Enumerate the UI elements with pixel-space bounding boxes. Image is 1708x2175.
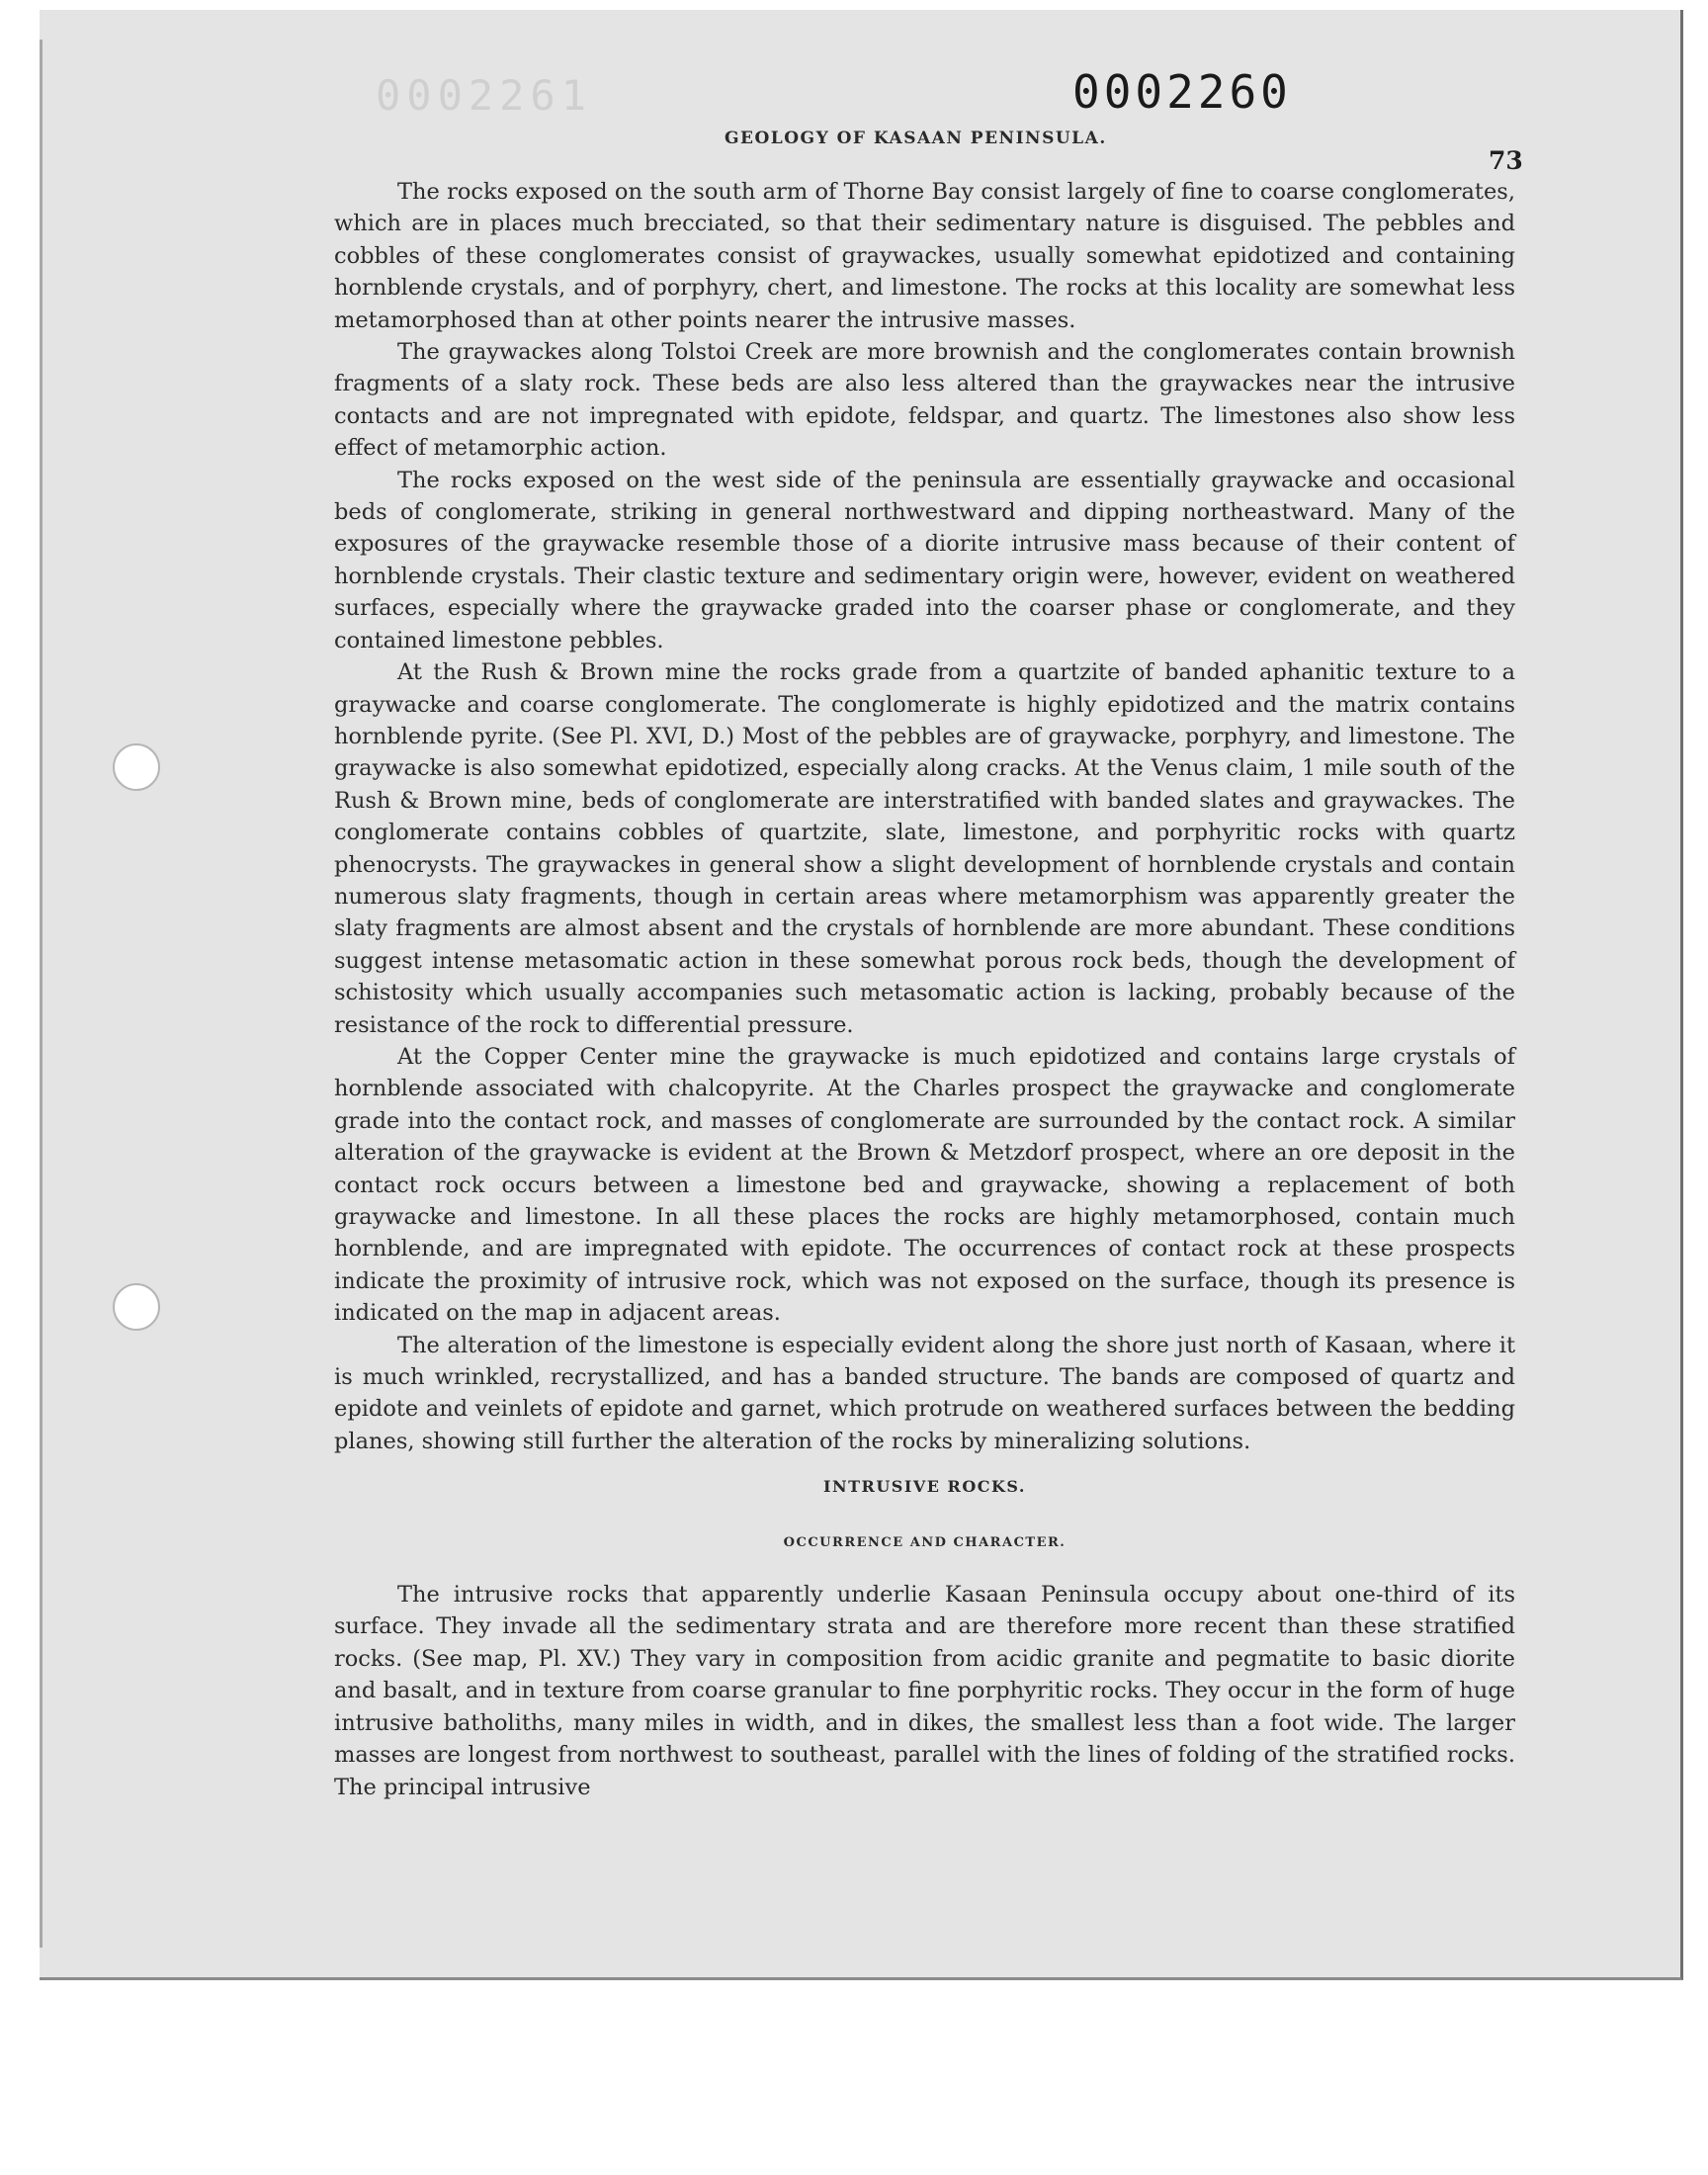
paragraph: The alteration of the limestone is especially evident along the shore just north of Kasaan, where it is much wrinkled, recrystallized, and has a banded structure. The bands are composed of quartz and epidote and veinlets of epidote and garnet, which protrude on weathered surfaces between the bedding planes, showing still further the alteration of the rocks by mineralizing solutions. bbox=[334, 1332, 1515, 1454]
paragraph: The graywackes along Tolstoi Creek are more brownish and the conglomerates contain brownish fragments of a slaty rock. These beds are also less altered than the graywackes near the intrusive contacts and are not impregnated with epidote, feldspar, and quartz. The limestones also show less effect of metamorphic action. bbox=[334, 339, 1515, 462]
subsection-heading: OCCURRENCE AND CHARACTER. bbox=[783, 1534, 1067, 1550]
paragraph: The intrusive rocks that apparently underlie Kasaan Peninsula occupy about one-third of its surface. They invade all the sedimentary strata and are therefore more recent than these stratified rocks. (See map, Pl. XV.) They vary in composition from acidic granite and pegmatite to basic diorite and basalt, and in texture from coarse granular to fine porphyritic rocks. They occur in the form of huge intrusive batholiths, many miles in width, and in dikes, the smallest less than a foot wide. The larger masses are longest from northwest to southeast, parallel with the lines of folding of the stratified rocks. The principal intrusive bbox=[334, 1582, 1515, 1800]
paragraph: The rocks exposed on the west side of the peninsula are essentially graywacke and occasional beds of conglomerate, striking in general northwestward and dipping northeastward. Many of the exposures of the graywacke resemble those of a diorite intrusive mass because of their content of hornblende crystals. Their clastic texture and sedimentary origin were, however, evident on weathered surfaces, especially where the graywacke graded into the coarser phase or conglomerate, and they contained limestone pebbles. bbox=[334, 467, 1515, 653]
paragraph: At the Copper Center mine the graywacke is much epidotized and contains large crystals of hornblende associated with chalcopyrite. At the Charles prospect the graywacke and conglomerate grade into the contact rock, and masses of conglomerate are surrounded by the contact rock. A similar alteration of the graywacke is evident at the Brown & Metzdorf prospect, where an ore deposit in the contact rock occurs between a limestone bed and graywacke, showing a replacement of both graywacke and limestone. In all these places the rocks are highly metamorphosed, contain much hornblende, and are impregnated with epidote. The occurrences of contact rock at these prospects indicate the proximity of intrusive rock, which was not exposed on the surface, though its presence is indicated on the map in adjacent areas. bbox=[334, 1043, 1515, 1327]
punch-hole-upper bbox=[113, 743, 160, 791]
paragraph: At the Rush & Brown mine the rocks grade from a quartzite of banded aphanitic texture to a graywacke and coarse conglomerate. The conglomerate is highly epidotized and the matrix contains hornblende pyrite. (See Pl. XVI, D.) Most of the pebbles are of graywacke, porphyry, and limestone. The graywacke is also somewhat epidotized, especially along cracks. At the Venus claim, 1 mile south of the Rush & Brown mine, beds of conglomerate are interstratified with banded slates and graywackes. The conglomerate contains cobbles of quartzite, slate, limestone, and porphyritic rocks with quartz phenocrysts. The graywackes in general show a slight development of hornblende crystals and contain numerous slaty fragments, though in certain areas where metamorphism was apparently greater the slaty fragments are almost absent and the crystals of hornblende are more abundant. These conditions suggest intense metasomatic action in these somewhat porous rock beds, though the development of schistosity which usually accompanies such metasomatic action is lacking, probably because of the resistance of the rock to differential pressure. bbox=[334, 659, 1515, 1038]
page-edge-shadow bbox=[40, 40, 43, 1948]
bleed-through-number: 0002261 bbox=[376, 71, 593, 120]
punch-hole-lower bbox=[113, 1283, 160, 1331]
running-head: GEOLOGY OF KASAAN PENINSULA. bbox=[725, 129, 1107, 148]
page-body bbox=[334, 176, 1515, 1803]
document-stamp-number: 0002260 bbox=[1072, 65, 1292, 119]
paragraph: The rocks exposed on the south arm of Thorne Bay consist largely of fine to coarse conglomerates, which are in places much brecciated, so that their sedimentary nature is disguised. The pebbles and cobbles of these conglomerates consist of graywackes, usually somewhat epidotized and containing hornblende crystals, and of porphyry, chert, and limestone. The rocks at this locality are somewhat less metamorphosed than at other points nearer the intrusive masses. bbox=[334, 179, 1515, 333]
section-heading: INTRUSIVE ROCKS. bbox=[823, 1477, 1026, 1497]
page-number: 73 bbox=[1489, 146, 1523, 175]
